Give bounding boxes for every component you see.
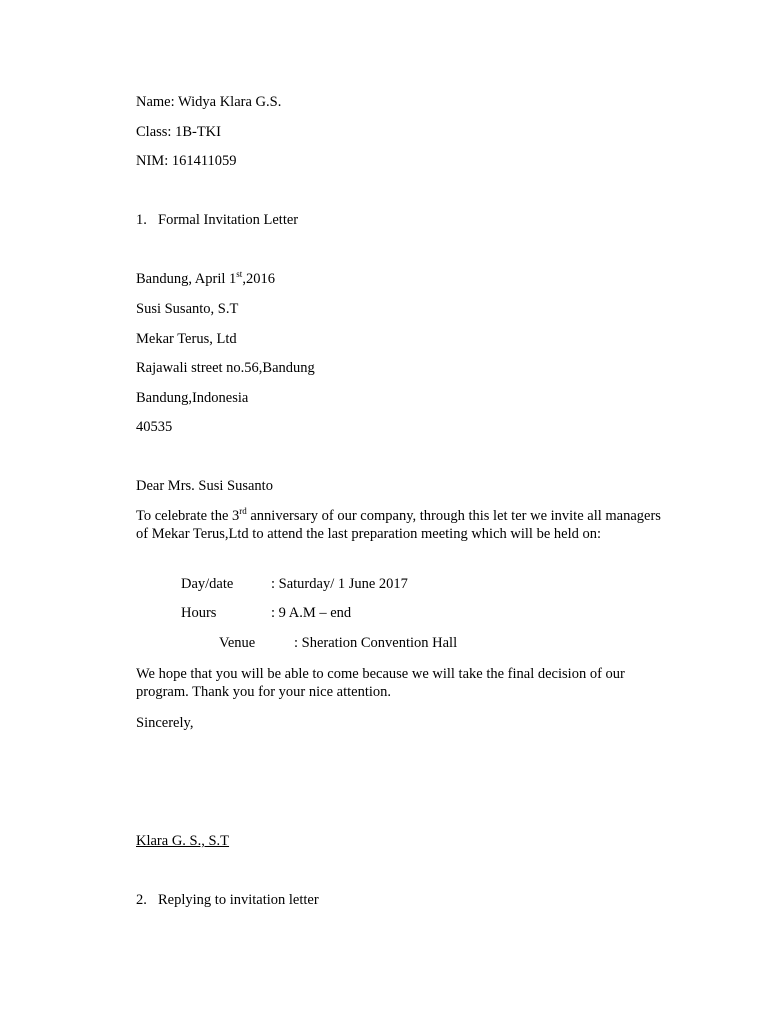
- section-1-heading: [136, 211, 298, 229]
- recipient-street: Rajawali street no.56,Bandung: [136, 360, 315, 376]
- recipient-name: Susi Susanto, S.T: [136, 301, 239, 317]
- detail-venue-label: Venue: [219, 635, 256, 651]
- section-1-title: Formal Invitation Letter: [158, 212, 299, 228]
- letter-body-2: We hope that you will be able to come because we will take the final decision of our program. Thank you for your nice attention.: [136, 666, 625, 700]
- letter-signature: Klara G. S., S.T: [136, 833, 230, 849]
- recipient-company: Mekar Terus, Ltd: [136, 331, 237, 347]
- detail-venue-value: : Sheration Convention Hall: [294, 635, 458, 651]
- letter-body-1-prefix: To celebrate the 3: [136, 508, 240, 524]
- detail-hours-label: Hours: [181, 605, 217, 621]
- detail-venue: [219, 634, 457, 652]
- detail-day-date: [181, 575, 408, 593]
- letter-date-prefix: Bandung, April 1: [136, 271, 237, 287]
- detail-hours: [181, 604, 351, 622]
- letter-body-1: [136, 507, 676, 543]
- letter-body-1-suffix: anniversary of our company, through this let ter we invite all managers of Mekar Terus,Ltd to attend the last preparation meeting which will be held on:: [136, 508, 661, 542]
- detail-day-date-value: : Saturday/ 1 June 2017: [271, 576, 408, 592]
- student-class: Class: 1B-TKI: [136, 124, 221, 140]
- section-1-number: 1.: [136, 212, 147, 228]
- section-2-heading: [136, 891, 319, 909]
- letter-body-1-sup: rd: [239, 506, 247, 516]
- detail-hours-value: : 9 A.M – end: [271, 605, 352, 621]
- section-2-number: 2.: [136, 892, 147, 908]
- letter-salutation: Dear Mrs. Susi Susanto: [136, 478, 273, 494]
- recipient-postal: 40535: [136, 419, 173, 435]
- detail-day-date-label: Day/date: [181, 576, 234, 592]
- letter-closing: Sincerely,: [136, 715, 194, 731]
- student-name: Name: Widya Klara G.S.: [136, 94, 282, 110]
- student-nim: NIM: 161411059: [136, 153, 237, 169]
- section-2-title: Replying to invitation letter: [158, 892, 319, 908]
- letter-date: [136, 270, 275, 288]
- letter-date-suffix: ,2016: [242, 271, 275, 287]
- letter-date-sup: st: [236, 269, 243, 279]
- recipient-city: Bandung,Indonesia: [136, 390, 249, 406]
